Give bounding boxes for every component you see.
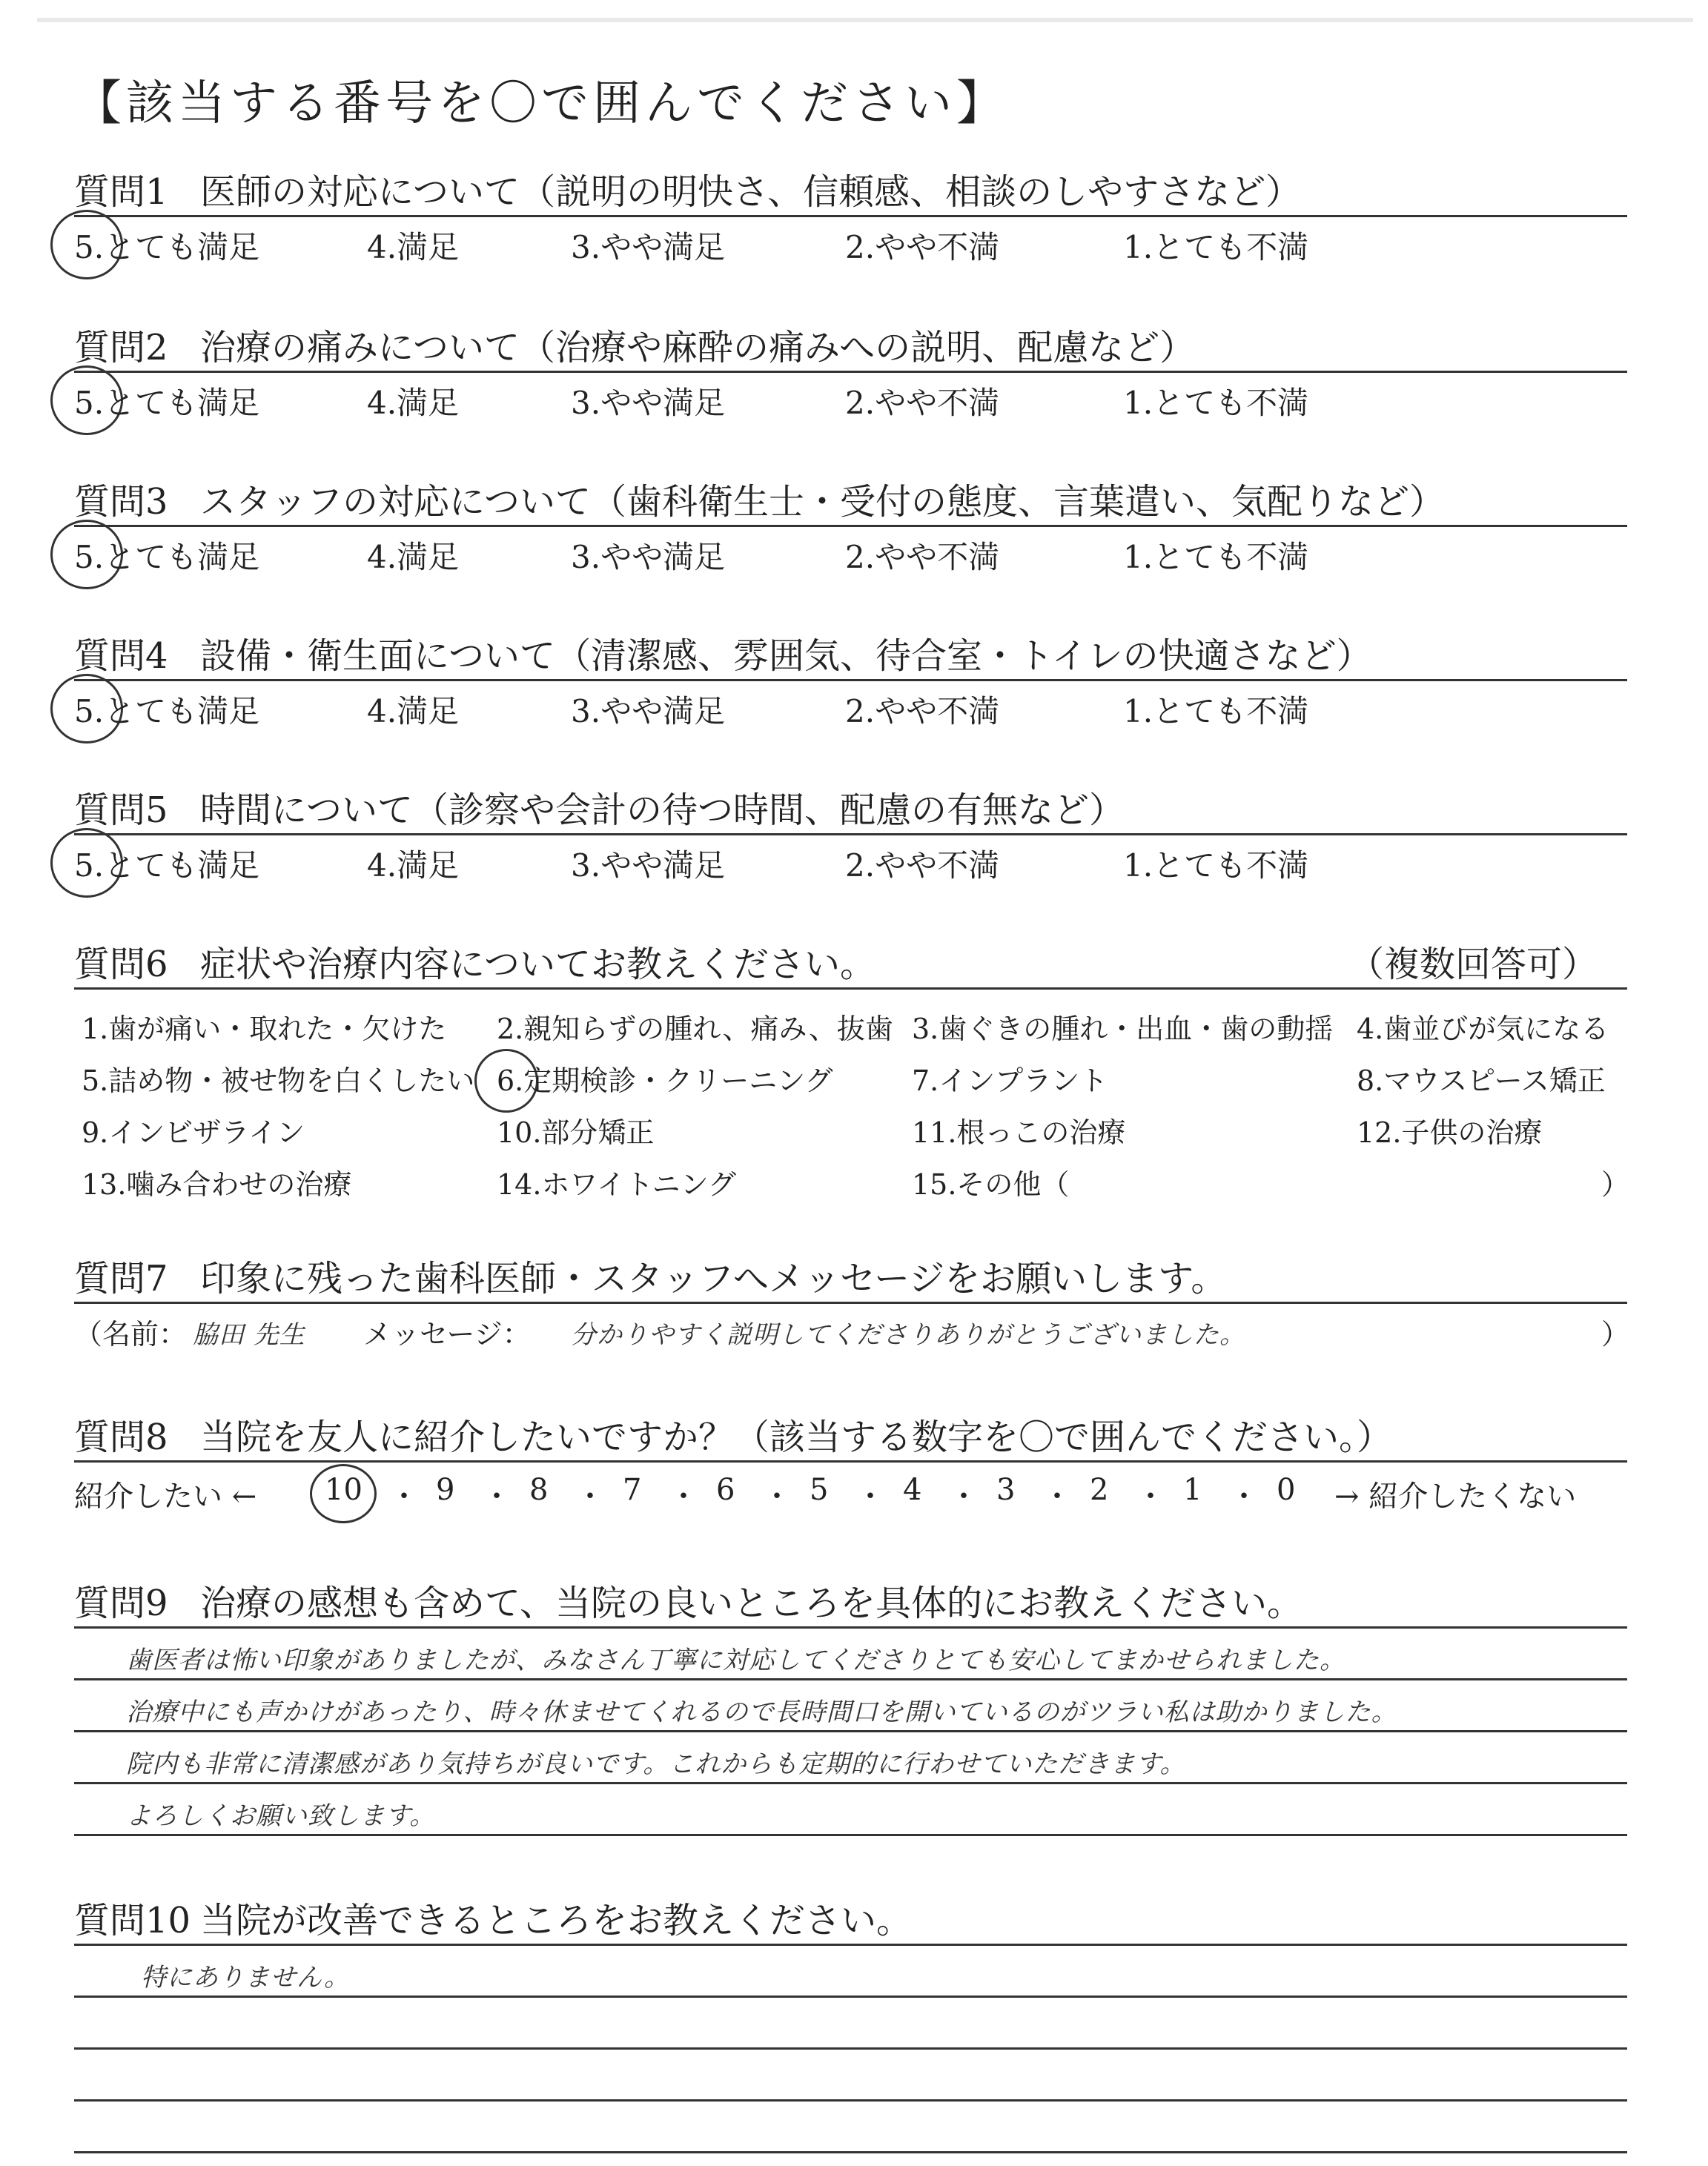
scale-6[interactable]: 6 bbox=[716, 1473, 735, 1507]
rule bbox=[74, 2151, 1627, 2153]
question-number: 質問7 bbox=[74, 1258, 168, 1299]
options-row bbox=[74, 527, 1627, 579]
name-label: （名前： bbox=[74, 1318, 188, 1351]
treatment-option-4[interactable]: 4.歯並びが気になる bbox=[1357, 1013, 1609, 1045]
scale-1[interactable]: 1 bbox=[1183, 1473, 1202, 1507]
question-10 bbox=[74, 1892, 1627, 2166]
options-row bbox=[74, 217, 1627, 269]
treatment-option-10[interactable]: 10.部分矯正 bbox=[497, 1116, 655, 1149]
question-text: 症状や治療内容についてお教えください。 bbox=[200, 944, 876, 985]
option-1[interactable]: 1.とても不満 bbox=[1123, 385, 1309, 421]
treatment-option-5[interactable]: 5.詰め物・被せ物を白くしたい bbox=[82, 1064, 475, 1097]
question-9 bbox=[74, 1574, 1627, 1893]
scale-separator: ・ bbox=[389, 1480, 419, 1514]
option-2[interactable]: 2.やや不満 bbox=[845, 385, 1000, 421]
top-border bbox=[37, 18, 1693, 22]
multiple-answer-note: （複数回答可） bbox=[1348, 944, 1598, 985]
message-value[interactable]: 分かりやすく説明してくださりありがとうございました。 bbox=[571, 1320, 1245, 1350]
option-5[interactable]: 5.とても満足 bbox=[74, 847, 260, 884]
treatment-option-2[interactable]: 2.親知らずの腫れ、痛み、抜歯 bbox=[497, 1013, 893, 1045]
option-5[interactable]: 5.とても満足 bbox=[74, 385, 260, 421]
message-label: メッセージ： bbox=[363, 1318, 531, 1351]
rule bbox=[74, 1626, 1627, 1629]
rule bbox=[74, 2099, 1627, 2102]
rule bbox=[74, 1834, 1627, 1836]
rule bbox=[74, 1730, 1627, 1732]
treatment-option-13[interactable]: 13.噛み合わせの治療 bbox=[82, 1168, 352, 1201]
options-row bbox=[74, 681, 1627, 733]
treatment-option-6[interactable]: 6.定期検診・クリーニング bbox=[497, 1064, 833, 1097]
scale-separator: ・ bbox=[855, 1480, 885, 1514]
scale-3[interactable]: 3 bbox=[996, 1473, 1016, 1507]
question-text: 印象に残った歯科医師・スタッフへメッセージをお願いします。 bbox=[200, 1258, 1227, 1299]
question-number: 質問5 bbox=[74, 789, 168, 831]
answer-line-2[interactable]: 治療中にも声かけがあったり、時々休ませてくれるので長時間口を開いているのがツラい私は助かりました。 bbox=[126, 1698, 1397, 1727]
scale-separator: ・ bbox=[1229, 1480, 1259, 1514]
question-3 bbox=[74, 473, 1627, 579]
rule bbox=[74, 1782, 1627, 1784]
scale-separator: ・ bbox=[669, 1480, 698, 1514]
option-3[interactable]: 3.やや満足 bbox=[571, 539, 726, 575]
option-2[interactable]: 2.やや不満 bbox=[845, 539, 1000, 575]
treatment-option-7[interactable]: 7.インプラント bbox=[912, 1064, 1108, 1097]
option-2[interactable]: 2.やや不満 bbox=[845, 229, 1000, 265]
option-5[interactable]: 5.とても満足 bbox=[74, 229, 260, 265]
question-6 bbox=[74, 935, 1630, 1212]
scale-separator: ・ bbox=[575, 1480, 605, 1514]
treatment-option-11[interactable]: 11.根っこの治療 bbox=[912, 1116, 1126, 1149]
option-5[interactable]: 5.とても満足 bbox=[74, 693, 260, 729]
scale-7[interactable]: 7 bbox=[623, 1473, 642, 1507]
question-8 bbox=[74, 1408, 1627, 1514]
question-5 bbox=[74, 781, 1627, 887]
question-number: 質問8 bbox=[74, 1417, 168, 1458]
scale-separator: ・ bbox=[1136, 1480, 1165, 1514]
question-text: 医師の対応について（説明の明快さ、信頼感、相談のしやすさなど） bbox=[200, 171, 1302, 213]
treatment-option-15[interactable]: 15.その他（ bbox=[912, 1168, 1070, 1201]
option-3[interactable]: 3.やや満足 bbox=[571, 847, 726, 884]
treatment-option-1[interactable]: 1.歯が痛い・取れた・欠けた bbox=[82, 1013, 447, 1045]
options-row bbox=[74, 835, 1627, 887]
question-text: スタッフの対応について（歯科衛生士・受付の態度、言葉遣い、気配りなど） bbox=[200, 481, 1446, 523]
treatment-option-9[interactable]: 9.インビザライン bbox=[82, 1116, 305, 1149]
rule bbox=[74, 1996, 1627, 1998]
question-number: 質問9 bbox=[74, 1583, 168, 1624]
question-text: 当院を友人に紹介したいですか？（該当する数字を〇で囲んでください。） bbox=[200, 1417, 1393, 1458]
other-close-paren: ） bbox=[1601, 1168, 1630, 1201]
option-5[interactable]: 5.とても満足 bbox=[74, 539, 260, 575]
question-text: 治療の痛みについて（治療や麻酔の痛みへの説明、配慮など） bbox=[200, 327, 1196, 368]
question-7 bbox=[74, 1250, 1630, 1356]
option-1[interactable]: 1.とても不満 bbox=[1123, 693, 1309, 729]
question-number: 質問2 bbox=[74, 327, 168, 368]
option-4[interactable]: 4.満足 bbox=[367, 229, 460, 265]
option-1[interactable]: 1.とても不満 bbox=[1123, 229, 1309, 265]
recommend-scale bbox=[74, 1463, 1627, 1514]
question-number: 質問1 bbox=[74, 171, 168, 213]
question-text: 当院が改善できるところをお教えください。 bbox=[200, 1900, 913, 1941]
scale-left-label: 紹介したい ← bbox=[74, 1480, 257, 1514]
option-2[interactable]: 2.やや不満 bbox=[845, 693, 1000, 729]
question-number: 質問10 bbox=[74, 1900, 191, 1941]
option-3[interactable]: 3.やや満足 bbox=[571, 385, 726, 421]
treatment-option-3[interactable]: 3.歯ぐきの腫れ・出血・歯の動揺 bbox=[912, 1013, 1334, 1045]
option-3[interactable]: 3.やや満足 bbox=[571, 229, 726, 265]
question-text: 設備・衛生面について（清潔感、雰囲気、待合室・トイレの快適さなど） bbox=[200, 635, 1372, 677]
name-value[interactable]: 脇田 先生 bbox=[193, 1320, 305, 1350]
message-row bbox=[74, 1304, 1630, 1356]
option-1[interactable]: 1.とても不満 bbox=[1123, 847, 1309, 884]
page-title: 【該当する番号を〇で囲んでください】 bbox=[74, 76, 1008, 131]
answer-area bbox=[74, 1944, 1627, 2166]
scale-9[interactable]: 9 bbox=[436, 1473, 455, 1507]
scale-2[interactable]: 2 bbox=[1090, 1473, 1109, 1507]
options-row bbox=[74, 373, 1627, 425]
option-4[interactable]: 4.満足 bbox=[367, 539, 460, 575]
question-number: 質問6 bbox=[74, 944, 168, 985]
scale-separator: ・ bbox=[949, 1480, 979, 1514]
scale-5[interactable]: 5 bbox=[810, 1473, 829, 1507]
rule bbox=[74, 1678, 1627, 1680]
message-close-paren: ） bbox=[1601, 1318, 1630, 1351]
option-2[interactable]: 2.やや不満 bbox=[845, 847, 1000, 884]
rule bbox=[74, 1944, 1627, 1946]
question-4 bbox=[74, 627, 1627, 733]
question-number: 質問3 bbox=[74, 481, 168, 523]
question-2 bbox=[74, 319, 1627, 425]
question-text: 治療の感想も含めて、当院の良いところを具体的にお教えください。 bbox=[200, 1583, 1303, 1624]
option-1[interactable]: 1.とても不満 bbox=[1123, 539, 1309, 575]
scale-0[interactable]: 0 bbox=[1277, 1473, 1296, 1507]
treatment-option-8[interactable]: 8.マウスピース矯正 bbox=[1357, 1064, 1606, 1097]
option-4[interactable]: 4.満足 bbox=[367, 847, 460, 884]
treatment-option-14[interactable]: 14.ホワイトニング bbox=[497, 1168, 737, 1201]
scale-separator: ・ bbox=[1042, 1480, 1072, 1514]
question-text: 時間について（診察や会計の待つ時間、配慮の有無など） bbox=[200, 789, 1125, 831]
rule bbox=[74, 2047, 1627, 2050]
option-3[interactable]: 3.やや満足 bbox=[571, 693, 726, 729]
scale-right-label: → 紹介したくない bbox=[1334, 1480, 1577, 1514]
answer-line-1[interactable]: 特にありません。 bbox=[141, 1963, 351, 1993]
answer-line-4[interactable]: よろしくお願い致します。 bbox=[126, 1801, 436, 1831]
scale-8[interactable]: 8 bbox=[529, 1473, 549, 1507]
answer-line-3[interactable]: 院内も非常に清潔感があり気持ちが良いです。これからも定期的に行わせていただきます。 bbox=[126, 1749, 1186, 1779]
scale-10[interactable]: 10 bbox=[325, 1473, 363, 1507]
scale-separator: ・ bbox=[762, 1480, 792, 1514]
answer-line-1[interactable]: 歯医者は怖い印象がありましたが、みなさん丁寧に対応してくださりとても安心してまかせられました。 bbox=[126, 1646, 1345, 1675]
scale-4[interactable]: 4 bbox=[903, 1473, 922, 1507]
treatment-option-12[interactable]: 12.子供の治療 bbox=[1357, 1116, 1543, 1149]
option-4[interactable]: 4.満足 bbox=[367, 693, 460, 729]
question-number: 質問4 bbox=[74, 635, 168, 677]
answer-area bbox=[74, 1626, 1627, 1893]
option-4[interactable]: 4.満足 bbox=[367, 385, 460, 421]
treatment-options bbox=[74, 990, 1630, 1212]
question-1 bbox=[74, 163, 1627, 269]
scale-separator: ・ bbox=[482, 1480, 512, 1514]
